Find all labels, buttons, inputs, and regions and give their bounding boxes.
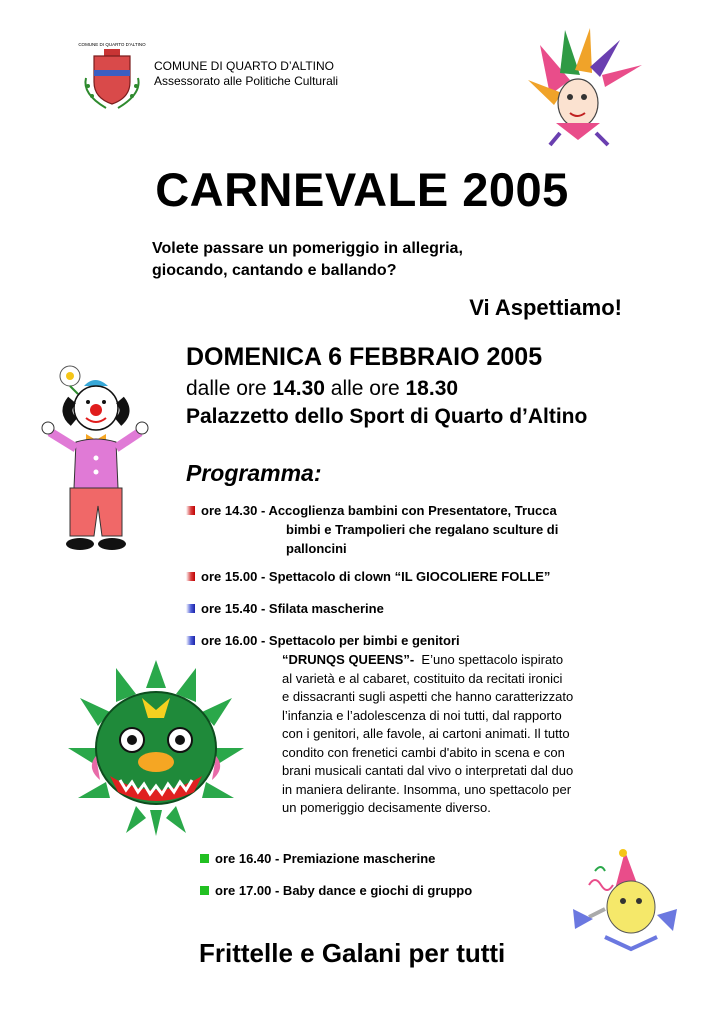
dragon-mask-illustration: [66, 658, 246, 838]
footer-slogan: Frittelle e Galani per tutti: [199, 938, 506, 968]
event-time: dalle ore 14.30 alle ore 18.30: [186, 377, 459, 400]
drunqs-description: “DRUNQS QUEENS”- E’uno spettacolo ispirato al varietà e al cabaret, costituito da recitati ironici e dissacranti sugli aspetti che hanno caratterizzato l’infanzia e l’adolescenza di noi tutti, dal rapporto con i genitori, alle favole, ai cartoni animati. Il tutto condito con frenetici cambi d'abito in scena e con brani musicali cantati dal vivo o interpretati dal duo in maniera delirante. Insomma, uno spettacolo per un pomeriggio decisamente diverso.: [282, 652, 574, 815]
program-item-1: ore 14.30 - Accoglienza bambini con Presentatore, Trucca: [186, 501, 557, 520]
program-item-4: ore 16.00 - Spettacolo per bimbi e genitori: [186, 631, 460, 650]
bullet-icon: [186, 572, 195, 581]
intro-line-2: giocando, cantando e ballando?: [152, 262, 397, 279]
program-item-3: ore 15.40 - Sfilata mascherine: [186, 599, 384, 618]
program-item-2: ore 15.00 - Spettacolo di clown “IL GIOCOLIERE FOLLE”: [186, 567, 550, 586]
program-item-5: ore 16.40 - Premiazione mascherine: [200, 851, 435, 866]
bullet-icon: [200, 854, 209, 863]
bullet-icon: [200, 886, 209, 895]
municipality-name: COMUNE DI QUARTO D’ALTINO: [154, 59, 335, 73]
event-location: Palazzetto dello Sport di Quarto d’Altino: [186, 405, 588, 428]
program-item-6: ore 17.00 - Baby dance e giochi di gruppo: [200, 883, 472, 898]
bullet-icon: [186, 604, 195, 613]
welcome-text: Vi Aspettiamo!: [469, 295, 622, 320]
bullet-icon: [186, 636, 195, 645]
jester-mask-illustration: [520, 25, 650, 150]
department-name: Assessorato alle Politiche Culturali: [154, 74, 339, 88]
bullet-icon: [186, 506, 195, 515]
event-date: DOMENICA 6 FEBBRAIO 2005: [186, 343, 543, 371]
program-item-1-cont-1: bimbi e Trampolieri che regalano sculture di: [286, 522, 559, 537]
town-crest-logo: [76, 38, 148, 116]
poster-title: CARNEVALE 2005: [155, 163, 569, 216]
intro-line-1: Volete passare un pomeriggio in allegria,: [152, 240, 463, 257]
program-item-1-cont-2: palloncini: [286, 541, 347, 556]
svg-text:COMUNE DI QUARTO D'ALTINO: COMUNE DI QUARTO D'ALTINO: [78, 42, 146, 47]
clown-illustration: [40, 360, 150, 555]
programma-heading: Programma:: [186, 460, 322, 486]
party-clown-illustration: [565, 845, 680, 955]
